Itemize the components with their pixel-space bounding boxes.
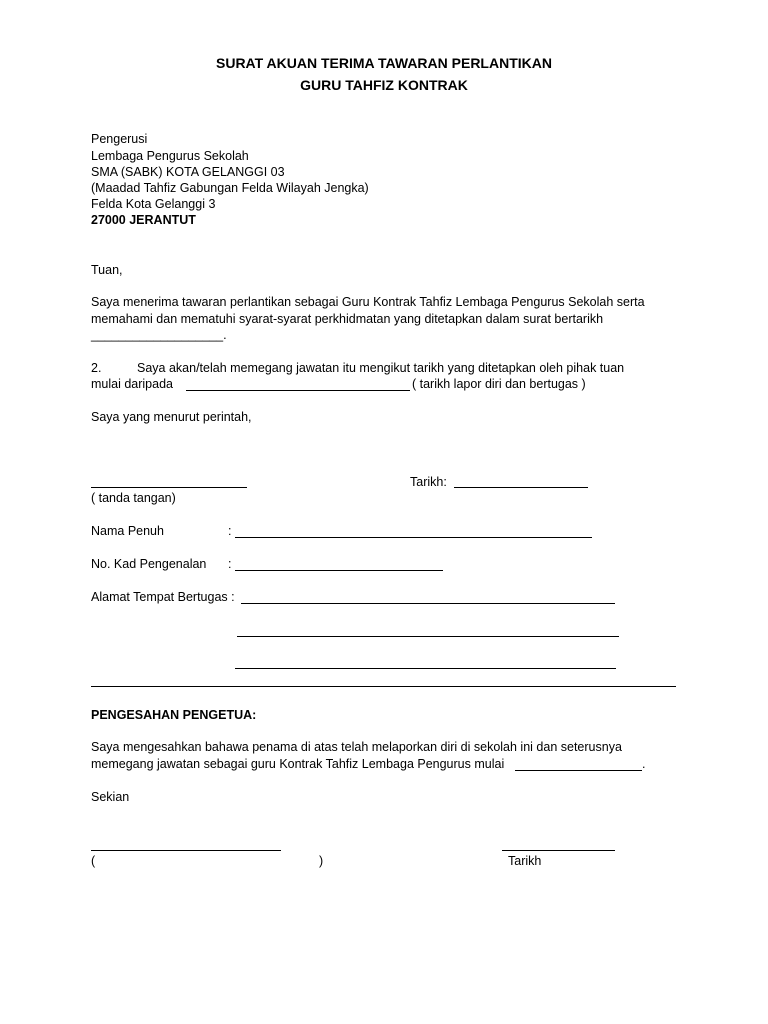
title-line-2: GURU TAHFIZ KONTRAK [300,77,468,93]
endorsement-line-2: memegang jawatan sebagai guru Kontrak Tahfiz Lembaga Pengurus mulai [91,757,505,771]
signature-date-blank[interactable] [454,487,588,488]
paragraph-2-number: 2. [91,361,102,375]
work-address-label: Alamat Tempat Bertugas : [91,590,235,604]
full-name-label: Nama Penuh [91,524,164,538]
full-name-colon: : [228,524,232,538]
principal-signature-line[interactable] [91,850,281,851]
address-postcode: 27000 JERANTUT [91,213,196,227]
address-line: (Maadad Tahfiz Gabungan Felda Wilayah Jengka) [91,181,369,195]
principal-name-open-paren: ( [91,854,96,868]
endorsement-heading: PENGESAHAN PENGETUA: [91,708,257,722]
address-line: Felda Kota Gelanggi 3 [91,197,216,211]
paragraph-2-line-1: Saya akan/telah memegang jawatan itu mengikut tarikh yang ditetapkan oleh pihak tuan [137,361,625,375]
work-address-blank-3[interactable] [235,668,616,669]
endorsement-line-2-end: . [642,757,646,771]
full-name-blank[interactable] [235,537,592,538]
ic-number-colon: : [228,557,232,571]
paragraph-1-date-blank[interactable]: ___________________. [91,328,227,342]
signature-caption: ( tanda tangan) [91,491,176,505]
sekian-text: Sekian [91,790,130,804]
title-line-1: SURAT AKUAN TERIMA TAWARAN PERLANTIKAN [216,55,552,71]
work-address-blank-2[interactable] [237,636,619,637]
ic-number-blank[interactable] [235,570,443,571]
address-line: Lembaga Pengurus Sekolah [91,149,249,163]
section-divider [91,686,676,687]
address-line: Pengerusi [91,132,148,146]
paragraph-2-line-2-prefix: mulai daripada [91,377,173,391]
endorsement-date-blank[interactable] [515,770,642,771]
address-line: SMA (SABK) KOTA GELANGGI 03 [91,165,285,179]
principal-date-label: Tarikh [508,854,542,868]
signature-line[interactable] [91,487,247,488]
paragraph-2-line-2-suffix: ( tarikh lapor diri dan bertugas ) [412,377,586,391]
endorsement-line-1: Saya mengesahkan bahawa penama di atas telah melaporkan diri di sekolah ini dan seterusnya [91,740,622,754]
signature-date-label: Tarikh: [410,475,447,489]
paragraph-1-line-1: Saya menerima tawaran perlantikan sebagai Guru Kontrak Tahfiz Lembaga Pengurus Sekolah serta [91,295,645,309]
principal-date-line[interactable] [502,850,615,851]
ic-number-label: No. Kad Pengenalan [91,557,207,571]
salutation: Tuan, [91,263,123,277]
report-date-blank[interactable] [186,390,410,391]
principal-name-close-paren: ) [319,854,324,868]
closing-text: Saya yang menurut perintah, [91,410,252,424]
work-address-blank-1[interactable] [241,603,615,604]
paragraph-1-line-2: memahami dan mematuhi syarat-syarat perkhidmatan yang ditetapkan dalam surat bertarikh [91,312,604,326]
